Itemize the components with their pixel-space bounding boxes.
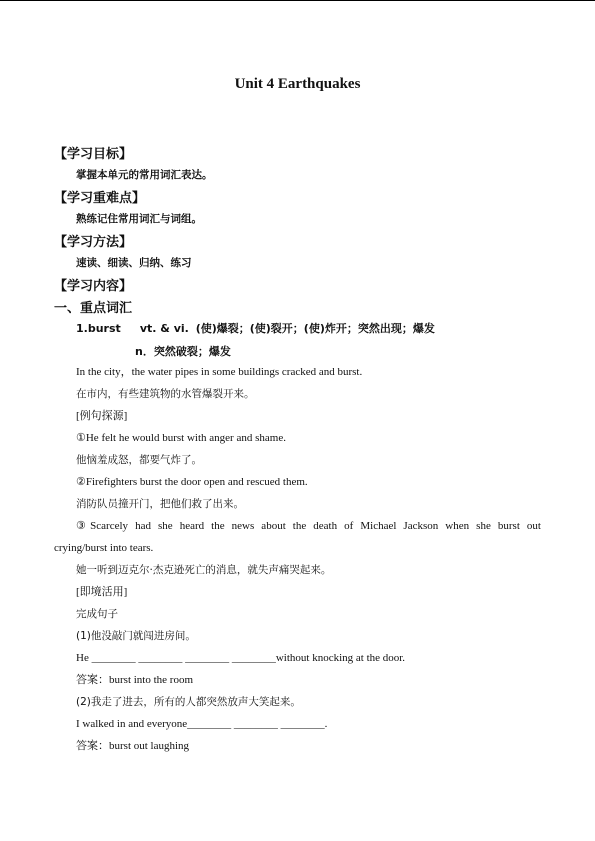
top-border-line <box>0 0 595 1</box>
key-text: 熟练记住常用词汇与词组。 <box>76 213 202 225</box>
sentence-1-en: ①He felt he would burst with anger and shame. <box>76 432 286 444</box>
example-cn: 在市内，有些建筑物的水管爆裂开来。 <box>76 388 255 400</box>
method-text: 速读、细读、归纳、练习 <box>76 257 192 269</box>
entry-noun-definition: n．突然破裂；爆发 <box>135 345 231 358</box>
key-heading: 【学习重难点】 <box>54 191 146 206</box>
goal-text: 掌握本单元的常用词汇表达。 <box>76 169 213 181</box>
entry-definition: (使)爆裂；(使)裂开；(使)炸开；突然出现；爆发 <box>195 322 435 335</box>
sentence-1-cn: 他恼羞成怒，都要气炸了。 <box>76 454 202 466</box>
question-2-cn: (2)我走了进去，所有的人都突然放声大笑起来。 <box>76 696 301 708</box>
complete-label: 完成句子 <box>76 608 118 620</box>
content-heading: 【学习内容】 <box>54 279 133 294</box>
entry-pos: vt. & vi. <box>139 322 189 335</box>
vocab-entry-burst <box>76 320 435 336</box>
sentence-3-en-line2: crying/burst into tears. <box>54 542 154 554</box>
question-1-en: He ________ ________ ________ ________without knocking at the door. <box>76 652 406 664</box>
question-2-en: I walked in and everyone________ ________ ________. <box>76 718 328 730</box>
answer-1: 答案：burst into the room <box>76 674 194 686</box>
method-heading: 【学习方法】 <box>54 235 133 250</box>
sentence-2-cn: 消防队员撞开门，把他们救了出来。 <box>76 498 244 510</box>
question-1-cn: (1)他没敲门就闯进房间。 <box>76 630 196 642</box>
sentence-2-en: ②Firefighters burst the door open and rescued them. <box>76 476 308 488</box>
explore-label: [例句探源] <box>76 410 128 422</box>
goal-heading: 【学习目标】 <box>54 147 133 162</box>
sentence-3-en-line1: ③Scarcely had she heard the news about the death of Michael Jackson when she burst out <box>76 520 541 532</box>
example-en: In the city，the water pipes in some buildings cracked and burst. <box>76 366 363 378</box>
page-title: Unit 4 Earthquakes <box>234 76 361 92</box>
entry-word: 1.burst <box>76 322 121 335</box>
answer-2: 答案：burst out laughing <box>76 740 190 752</box>
sentence-3-cn: 她一听到迈克尔·杰克逊死亡的消息，就失声痛哭起来。 <box>76 564 332 576</box>
apply-label: [即境活用] <box>76 586 128 598</box>
vocab-heading: 一、重点词汇 <box>54 301 133 316</box>
